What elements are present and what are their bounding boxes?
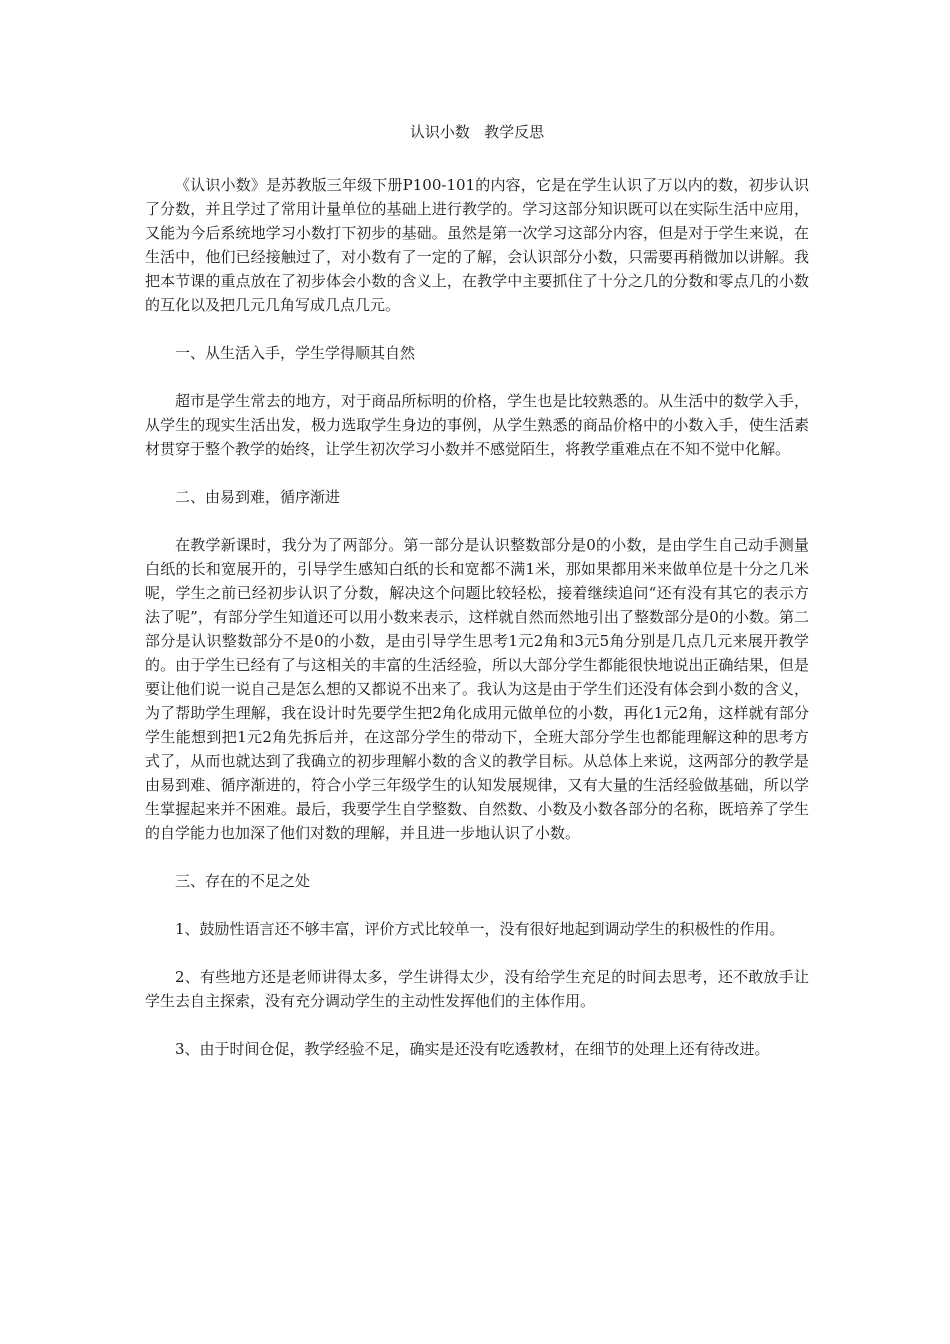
shortcoming-point-3: 3、由于时间仓促，教学经验不足，确实是还没有吃透教材，在细节的处理上还有待改进。 <box>175 1040 770 1058</box>
section-heading-2: 二、由易到难，循序渐进 <box>175 488 341 506</box>
section-1-paragraph: 超市是学生常去的地方，对于商品所标明的价格，学生也是比较熟悉的。从生活中的数学入手，从学生的现实生活出发，极力选取学生身边的事例，从学生熟悉的商品价格中的小数入手，使生活素材贯穿于整个教学的始终，让学生初次学习小数并不感觉陌生，将教学重难点在不知不觉中化解。 <box>145 392 809 458</box>
shortcoming-point-1: 1、鼓励性语言还不够丰富，评价方式比较单一，没有很好地起到调动学生的积极性的作用。 <box>175 920 785 938</box>
section-heading-3: 三、存在的不足之处 <box>175 872 311 890</box>
intro-paragraph: 《认识小数》是苏教版三年级下册P100-101的内容，它是在学生认识了万以内的数，初步认识了分数，并且学过了常用计量单位的基础上进行教学的。学习这部分知识既可以在实际生活中应用，又能为今后系统地学习小数打下初步的基础。虽然是第一次学习这部分内容，但是对于学生来说，在生活中，他们已经接触过了，对小数有了一定的了解，会认识部分小数，只需要再稍微加以讲解。我把本节课的重点放在了初步体会小数的含义上，在教学中主要抓住了十分之几的分数和零点几的小数的互化以及把几元几角写成几点几元。 <box>145 176 809 314</box>
shortcoming-point-2: 2、有些地方还是老师讲得太多，学生讲得太少，没有给学生充足的时间去思考，还不敢放手让学生去自主探索，没有充分调动学生的主动性发挥他们的主体作用。 <box>145 968 809 1010</box>
section-heading-1: 一、从生活入手，学生学得顺其自然 <box>175 344 416 362</box>
document-title: 认识小数 教学反思 <box>409 123 545 141</box>
document-page <box>145 120 809 1085</box>
section-2-paragraph: 在教学新课时，我分为了两部分。第一部分是认识整数部分是0的小数，是由学生自己动手测量白纸的长和宽展开的，引导学生感知白纸的长和宽都不满1米，那如果都用米来做单位是十分之几米呢，学生之前已经初步认识了分数，解决这个问题比较轻松，接着继续追问“还有没有其它的表示方法了呢”，有部分学生知道还可以用小数来表示，这样就自然而然地引出了整数部分是0的小数。第二部分是认识整数部分不是0的小数，是由引导学生思考1元2角和3元5角分别是几点几元来展开教学的。由于学生已经有了与这相关的丰富的生活经验，所以大部分学生都能很快地说出正确结果，但是要让他们说一说自己是怎么想的又都说不出来了。我认为这是由于学生们还没有体会到小数的含义，为了帮助学生理解，我在设计时先要学生把2角化成用元做单位的小数，再化1元2角，这样就有部分学生能想到把1元2角先拆后并，在这部分学生的带动下，全班大部分学生也都能理解这种的思考方式了，从而也就达到了我确立的初步理解小数的含义的教学目标。从总体上来说，这两部分的教学是由易到难、循序渐进的，符合小学三年级学生的认知发展规律，又有大量的生活经验做基础，所以学生掌握起来并不困难。最后，我要学生自学整数、自然数、小数及小数各部分的名称，既培养了学生的自学能力也加深了他们对数的理解，并且进一步地认识了小数。 <box>145 536 809 842</box>
